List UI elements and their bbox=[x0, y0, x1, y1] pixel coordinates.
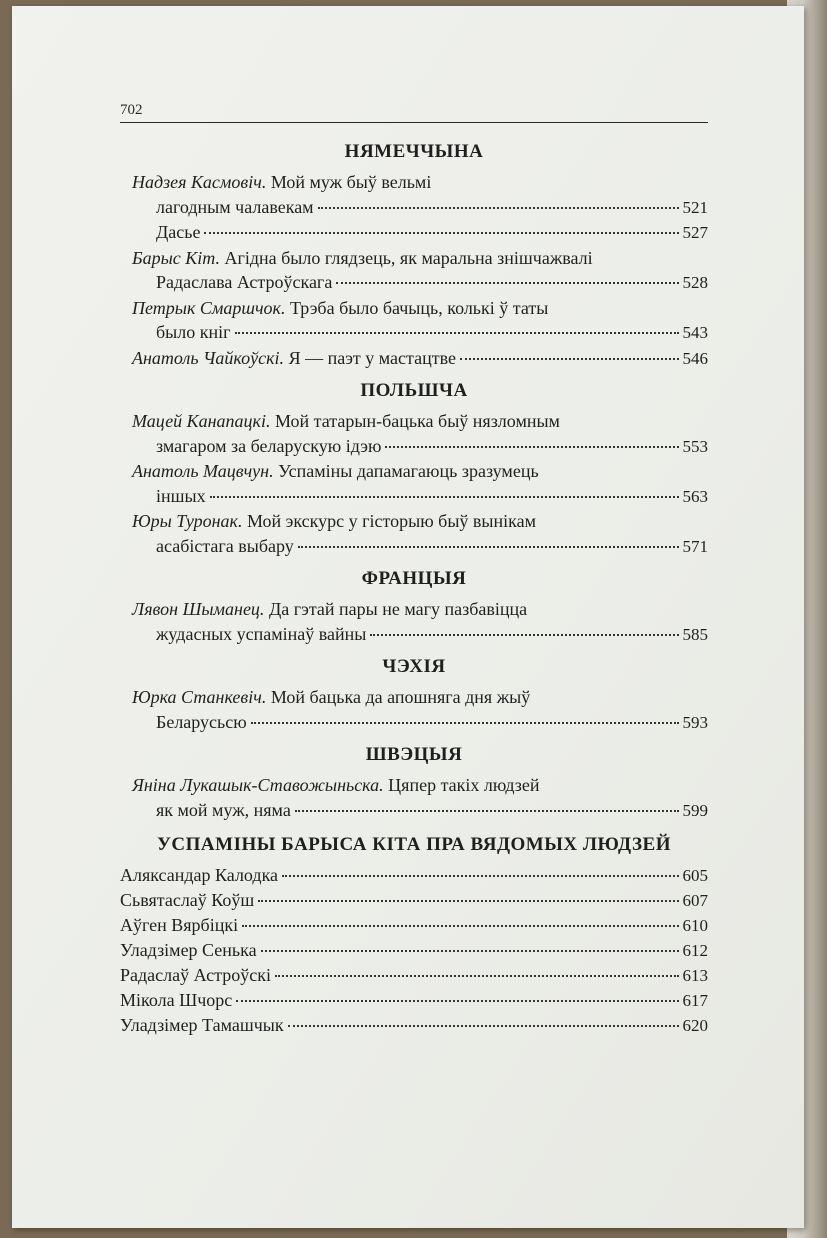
toc-entry[interactable] bbox=[120, 509, 708, 559]
toc-entry[interactable] bbox=[120, 170, 708, 220]
dot-leader bbox=[210, 496, 679, 498]
entry-title: Мой татарын-бацька быў нязломным bbox=[270, 411, 560, 431]
toc-entry[interactable] bbox=[120, 988, 708, 1013]
dot-leader bbox=[235, 332, 679, 334]
entry-page-number: 553 bbox=[682, 436, 708, 456]
dot-leader bbox=[258, 900, 678, 902]
entry-name: Радаслаў Астроўскі bbox=[120, 965, 271, 985]
entry-text-wrap bbox=[132, 346, 456, 371]
dot-leader bbox=[242, 925, 678, 927]
toc-entry[interactable] bbox=[120, 938, 708, 963]
entry-name: Аляксандар Калодка bbox=[120, 865, 279, 885]
entry-continuation: было кніг bbox=[156, 322, 231, 342]
toc-entry[interactable] bbox=[120, 296, 708, 346]
dot-leader bbox=[460, 358, 679, 360]
entry-author: Анатоль Чайкоўскі. bbox=[132, 347, 285, 368]
entry-continuation: змагаром за беларускую ідэю bbox=[156, 435, 382, 456]
toc-entry[interactable] bbox=[120, 346, 708, 372]
entry-title: Мой муж быў вельмі bbox=[266, 172, 432, 192]
entry-continuation: як мой муж, няма bbox=[156, 799, 291, 820]
entry-page-number: 612 bbox=[682, 941, 708, 960]
toc-entry[interactable] bbox=[120, 220, 708, 246]
dot-leader bbox=[275, 975, 679, 977]
entry-page-number: 617 bbox=[682, 991, 708, 1010]
entry-page-number: 607 bbox=[682, 891, 708, 910]
entry-author: Надзея Касмовіч. bbox=[132, 172, 267, 192]
dot-leader bbox=[261, 950, 679, 952]
entry-title: Мой бацька да апошняга дня жыў bbox=[266, 687, 531, 707]
entry-name: Аўген Вярбіцкі bbox=[120, 915, 239, 935]
dot-leader bbox=[336, 282, 678, 284]
entry-page-number: 620 bbox=[682, 1016, 708, 1035]
entry-continuation: Радаслава Астроўскага bbox=[156, 272, 333, 292]
section-heading: УСПАМІНЫ БАРЫСА КІТА ПРА ВЯДОМЫХ ЛЮДЗЕЙ bbox=[156, 834, 672, 855]
entry-author: Юрка Станкевіч. bbox=[132, 687, 267, 707]
dot-leader bbox=[282, 875, 678, 877]
entry-continuation-line bbox=[120, 798, 708, 824]
entry-first-line bbox=[120, 246, 708, 271]
entry-name: Сьвятаслаў Коўш bbox=[120, 890, 255, 910]
entry-continuation-line bbox=[120, 220, 708, 246]
toc-entry[interactable] bbox=[120, 863, 708, 888]
entry-page-number: 593 bbox=[682, 712, 708, 732]
entry-title: Мой экскурс у гісторыю быў вынікам bbox=[242, 511, 537, 531]
entry-page-number: 605 bbox=[682, 866, 708, 885]
dot-leader bbox=[251, 722, 679, 724]
entry-page-number: 521 bbox=[682, 197, 708, 217]
entry-continuation: Беларусьсю bbox=[156, 711, 247, 732]
toc-entry[interactable] bbox=[120, 597, 708, 647]
entry-first-line bbox=[120, 597, 708, 622]
entry-first-line bbox=[120, 685, 708, 710]
toc-entry[interactable] bbox=[120, 409, 708, 459]
entry-page-number: 543 bbox=[682, 323, 708, 342]
entry-name: Мікола Шчорс bbox=[120, 990, 233, 1010]
section-heading: ЧЭХІЯ bbox=[382, 656, 446, 677]
entry-title: Трэба было бачыць, колькі ў таты bbox=[285, 297, 549, 318]
entry-continuation: асабістага выбару bbox=[156, 535, 294, 556]
entry-title: Цяпер такіх людзей bbox=[383, 775, 540, 795]
dot-leader bbox=[288, 1025, 679, 1027]
entry-author: Барыс Кіт. bbox=[132, 247, 220, 268]
entry-page-number: 563 bbox=[682, 486, 708, 506]
entry-page-number: 528 bbox=[682, 273, 708, 292]
section-heading: ФРАНЦЫЯ bbox=[361, 568, 467, 589]
entry-continuation-line bbox=[120, 320, 708, 346]
entry-first-line bbox=[120, 409, 708, 434]
entry-continuation-line bbox=[120, 270, 708, 296]
toc-entry[interactable] bbox=[120, 913, 708, 938]
entry-first-line bbox=[120, 346, 708, 372]
entry-first-line bbox=[120, 170, 708, 195]
toc-entry[interactable] bbox=[120, 963, 708, 988]
dot-leader bbox=[236, 1000, 678, 1002]
dot-leader bbox=[318, 207, 679, 209]
section-heading: ШВЭЦЫЯ bbox=[365, 744, 463, 765]
entry-title: Успаміны дапамагаюць зразумець bbox=[273, 461, 539, 481]
entry-first-line bbox=[120, 296, 708, 321]
dot-leader bbox=[370, 634, 678, 636]
toc-entry[interactable] bbox=[120, 888, 708, 913]
page-number: 702 bbox=[120, 102, 143, 118]
entry-page-number: 610 bbox=[682, 916, 708, 935]
toc-entry[interactable] bbox=[120, 773, 708, 823]
entry-continuation: лагодным чалавекам bbox=[156, 196, 314, 217]
table-of-contents bbox=[120, 132, 708, 1038]
entry-author: Анатоль Мацвчун. bbox=[132, 461, 274, 481]
page-header bbox=[120, 98, 708, 123]
entry-continuation-line bbox=[120, 534, 708, 560]
toc-entry[interactable] bbox=[120, 246, 708, 296]
dot-leader bbox=[295, 810, 679, 812]
entry-title: Я — паэт у мастацтве bbox=[284, 347, 456, 368]
entry-continuation-line bbox=[120, 195, 708, 221]
entry-page-number: 571 bbox=[682, 536, 708, 556]
entry-first-line bbox=[120, 773, 708, 798]
dot-leader bbox=[385, 446, 678, 448]
entry-continuation-line bbox=[120, 622, 708, 648]
entry-author: Петрык Смаршчок. bbox=[132, 297, 286, 318]
entry-author: Яніна Лукашык-Ставожыньска. bbox=[132, 775, 384, 795]
section-heading: ПОЛЬШЧА bbox=[360, 380, 468, 401]
entry-continuation: іншых bbox=[156, 485, 206, 506]
entry-title: Агідна было глядзець, як маральна знішчажвалі bbox=[219, 247, 593, 268]
entry-continuation: жудасных успамінаў вайны bbox=[156, 623, 367, 644]
entry-author: Мацей Канапацкі. bbox=[132, 411, 271, 431]
entry-first-line bbox=[120, 509, 708, 534]
entry-page-number: 527 bbox=[682, 223, 708, 242]
section-heading: НЯМЕЧЧЫНА bbox=[344, 141, 484, 162]
entry-first-line bbox=[120, 459, 708, 484]
dot-leader bbox=[298, 546, 679, 548]
entry-author: Лявон Шыманец. bbox=[132, 599, 265, 619]
entry-continuation: Дасье bbox=[156, 222, 201, 242]
entry-page-number: 546 bbox=[682, 348, 708, 368]
entry-continuation-line bbox=[120, 434, 708, 460]
entry-title: Да гэтай пары не магу пазбавіцца bbox=[264, 599, 528, 619]
toc-entry[interactable] bbox=[120, 1013, 708, 1038]
entry-author: Юры Туронак. bbox=[132, 511, 243, 531]
entry-page-number: 599 bbox=[682, 800, 708, 820]
entry-name: Уладзімер Тамашчык bbox=[120, 1015, 284, 1035]
entry-page-number: 613 bbox=[682, 966, 708, 985]
entry-page-number: 585 bbox=[682, 624, 708, 644]
toc-entry[interactable] bbox=[120, 685, 708, 735]
toc-entry[interactable] bbox=[120, 459, 708, 509]
entry-continuation-line bbox=[120, 484, 708, 510]
entry-name: Уладзімер Сенька bbox=[120, 940, 257, 960]
entry-continuation-line bbox=[120, 710, 708, 736]
dot-leader bbox=[204, 232, 678, 234]
